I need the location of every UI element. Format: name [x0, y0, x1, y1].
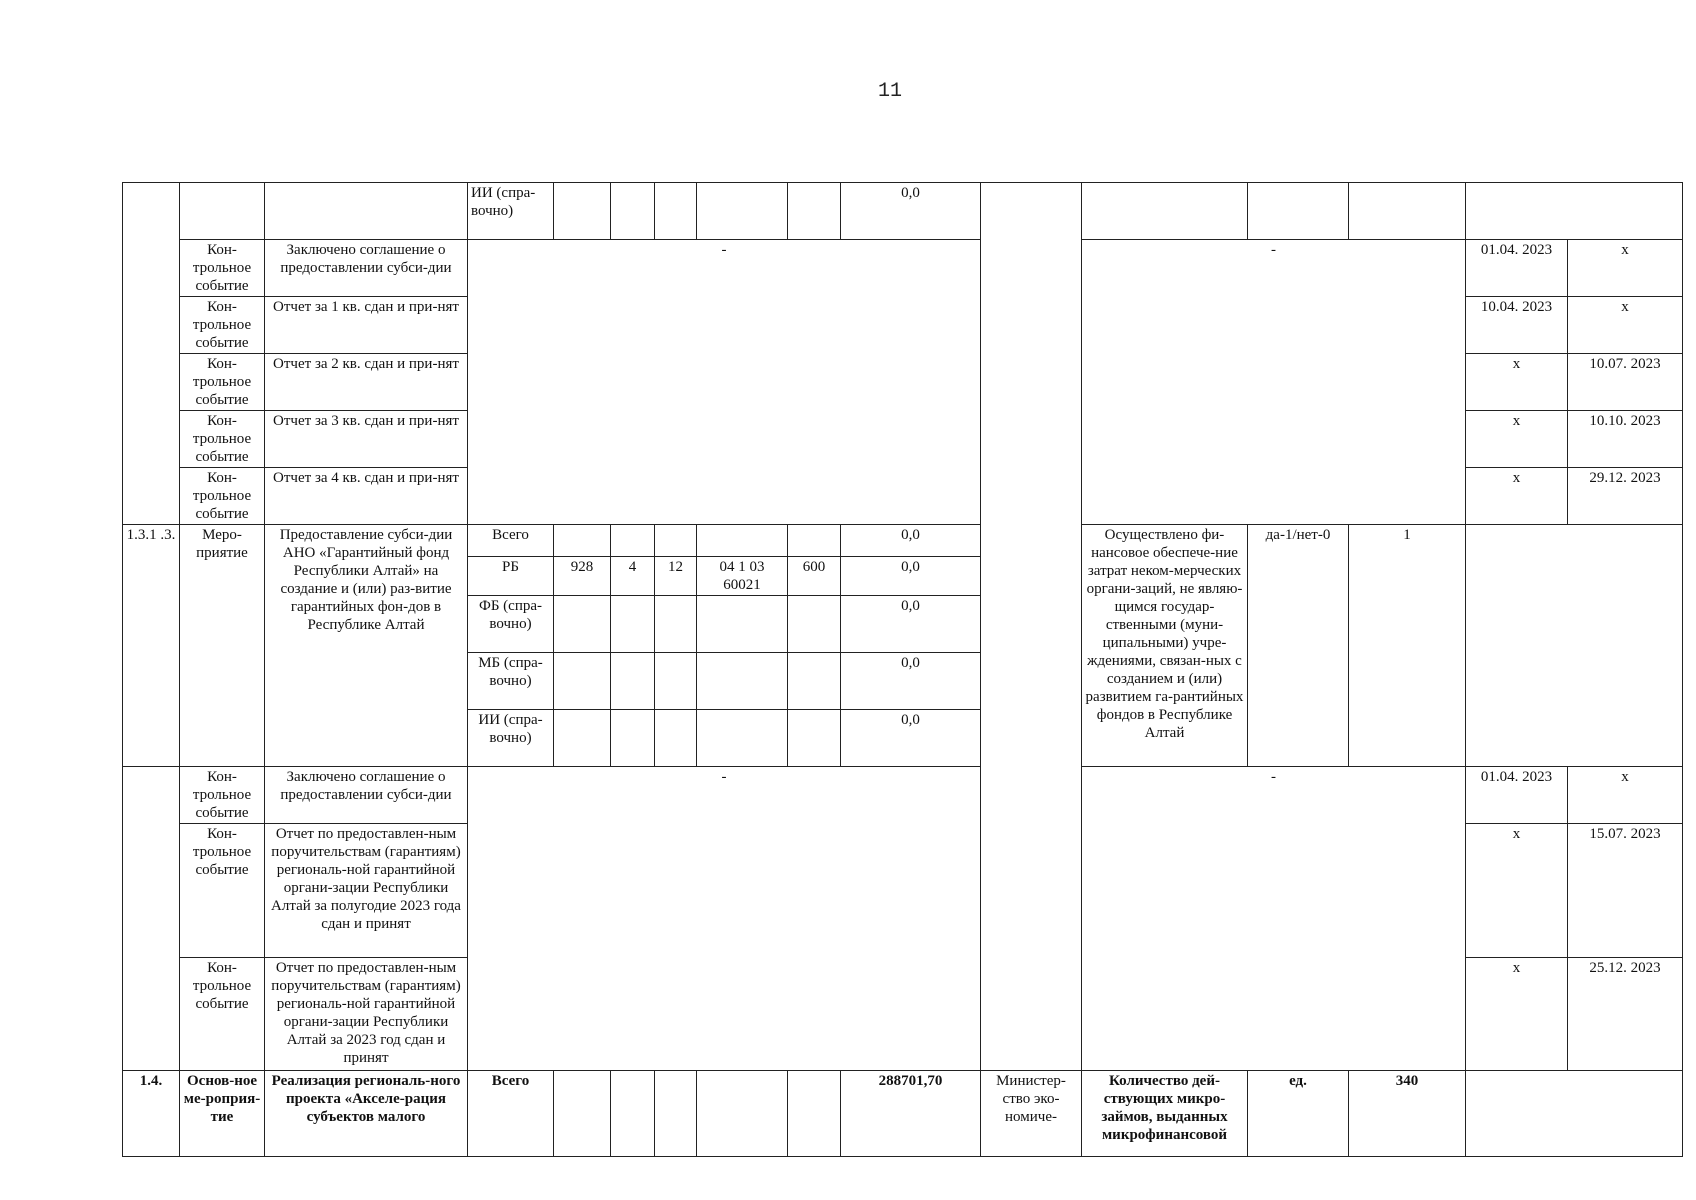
- num-cell: 1.3.1 .3.: [123, 525, 180, 767]
- name-cell: Заключено соглашение о предоставлении субси-дии: [265, 767, 468, 824]
- amount-cell: 0,0: [841, 557, 981, 596]
- amount-cell: 0,0: [841, 525, 981, 557]
- fact-date: 10.07. 2023: [1568, 354, 1683, 411]
- fact-date: x: [1568, 767, 1683, 824]
- amount-cell: 0,0: [841, 183, 981, 240]
- type-cell: Кон-трольное событие: [180, 411, 265, 468]
- fact-date: 29.12. 2023: [1568, 468, 1683, 525]
- amount-cell: 0,0: [841, 710, 981, 767]
- unit-cell: ед.: [1248, 1071, 1349, 1157]
- amount-cell: 288701,70: [841, 1071, 981, 1157]
- plan-date: x: [1466, 468, 1568, 525]
- fact-date: 15.07. 2023: [1568, 824, 1683, 958]
- source-cell: ИИ (спра-вочно): [468, 183, 554, 240]
- result-dash: -: [1082, 240, 1466, 525]
- type-cell: Кон-трольное событие: [180, 468, 265, 525]
- fact-date: x: [1568, 240, 1683, 297]
- rz-cell: 4: [611, 557, 655, 596]
- type-cell: Кон-трольное событие: [180, 767, 265, 824]
- source-cell: ИИ (спра-вочно): [468, 710, 554, 767]
- amount-cell: 0,0: [841, 653, 981, 710]
- value-cell: 340: [1349, 1071, 1466, 1157]
- type-cell: Меро-приятие: [180, 525, 265, 767]
- amount-cell: 0,0: [841, 596, 981, 653]
- result-cell: Осуществлено фи-нансовое обеспече-ние затрат неком-мерческих органи-заций, не являю-щимся государ-ственными (муни-ципальными) учре-ждениями, связан-ных с созданием и (или) развитием га-рантийных фондов в Республике Алтай: [1082, 525, 1248, 767]
- result-dash: -: [1082, 767, 1466, 1071]
- type-cell: Кон-трольное событие: [180, 297, 265, 354]
- unit-cell: да-1/нет-0: [1248, 525, 1349, 767]
- table-row: [123, 240, 1683, 297]
- grbs-cell: 928: [554, 557, 611, 596]
- name-cell: Отчет за 4 кв. сдан и при-нят: [265, 468, 468, 525]
- num-cell: 1.4.: [123, 1071, 180, 1157]
- source-cell: Всего: [468, 1071, 554, 1157]
- name-cell: Отчет по предоставлен-ным поручительствам (гарантиям) региональ-ной гарантийной органи-зации Республики Алтай за 2023 год сдан и принят: [265, 958, 468, 1071]
- plan-date: 01.04. 2023: [1466, 240, 1568, 297]
- type-cell: [180, 183, 265, 240]
- name-cell: Реализация региональ-ного проекта «Акселе-рация субъектов малого: [265, 1071, 468, 1157]
- type-cell: Основ-ное ме-роприя-тие: [180, 1071, 265, 1157]
- table-row: [123, 767, 1683, 824]
- fact-date: 25.12. 2023: [1568, 958, 1683, 1071]
- type-cell: Кон-трольное событие: [180, 240, 265, 297]
- name-cell: Отчет за 2 кв. сдан и при-нят: [265, 354, 468, 411]
- program-table: [122, 182, 1683, 1157]
- fact-date: x: [1568, 297, 1683, 354]
- source-cell: РБ: [468, 557, 554, 596]
- plan-date: x: [1466, 411, 1568, 468]
- table-row: [123, 1071, 1683, 1157]
- executor-cell: [981, 183, 1082, 240]
- type-cell: Кон-трольное событие: [180, 824, 265, 958]
- plan-date: 10.04. 2023: [1466, 297, 1568, 354]
- source-cell: ФБ (спра-вочно): [468, 596, 554, 653]
- plan-date: 01.04. 2023: [1466, 767, 1568, 824]
- executor-cell: Министер-ство эко-номиче-: [981, 1071, 1082, 1157]
- page-number: 11: [877, 80, 902, 103]
- num-cell: [123, 183, 180, 240]
- plan-date: x: [1466, 354, 1568, 411]
- finance-dash: -: [468, 240, 981, 525]
- type-cell: Кон-трольное событие: [180, 958, 265, 1071]
- name-cell: Предоставление субси-дии АНО «Гарантийный фонд Республики Алтай» на создание и (или) раз-витие гарантийных фон-дов в Республике Алтай: [265, 525, 468, 767]
- value-cell: 1: [1349, 525, 1466, 767]
- result-cell: Количество дей-ствующих микро-займов, выданных микрофинансовой: [1082, 1071, 1248, 1157]
- name-cell: Отчет по предоставлен-ным поручительствам (гарантиям) региональ-ной гарантийной органи-зации Республики Алтай за полугодие 2023 года сдан и принят: [265, 824, 468, 958]
- name-cell: Заключено соглашение о предоставлении субси-дии: [265, 240, 468, 297]
- plan-date: x: [1466, 824, 1568, 958]
- name-cell: [265, 183, 468, 240]
- name-cell: Отчет за 1 кв. сдан и при-нят: [265, 297, 468, 354]
- type-cell: Кон-трольное событие: [180, 354, 265, 411]
- csr-cell: 04 1 03 60021: [697, 557, 788, 596]
- finance-dash: -: [468, 767, 981, 1071]
- plan-date: x: [1466, 958, 1568, 1071]
- vr-cell: 600: [788, 557, 841, 596]
- fact-date: 10.10. 2023: [1568, 411, 1683, 468]
- table-row: [123, 183, 1683, 240]
- pr-cell: 12: [655, 557, 697, 596]
- source-cell: МБ (спра-вочно): [468, 653, 554, 710]
- source-cell: Всего: [468, 525, 554, 557]
- table-row: [123, 525, 1683, 557]
- name-cell: Отчет за 3 кв. сдан и при-нят: [265, 411, 468, 468]
